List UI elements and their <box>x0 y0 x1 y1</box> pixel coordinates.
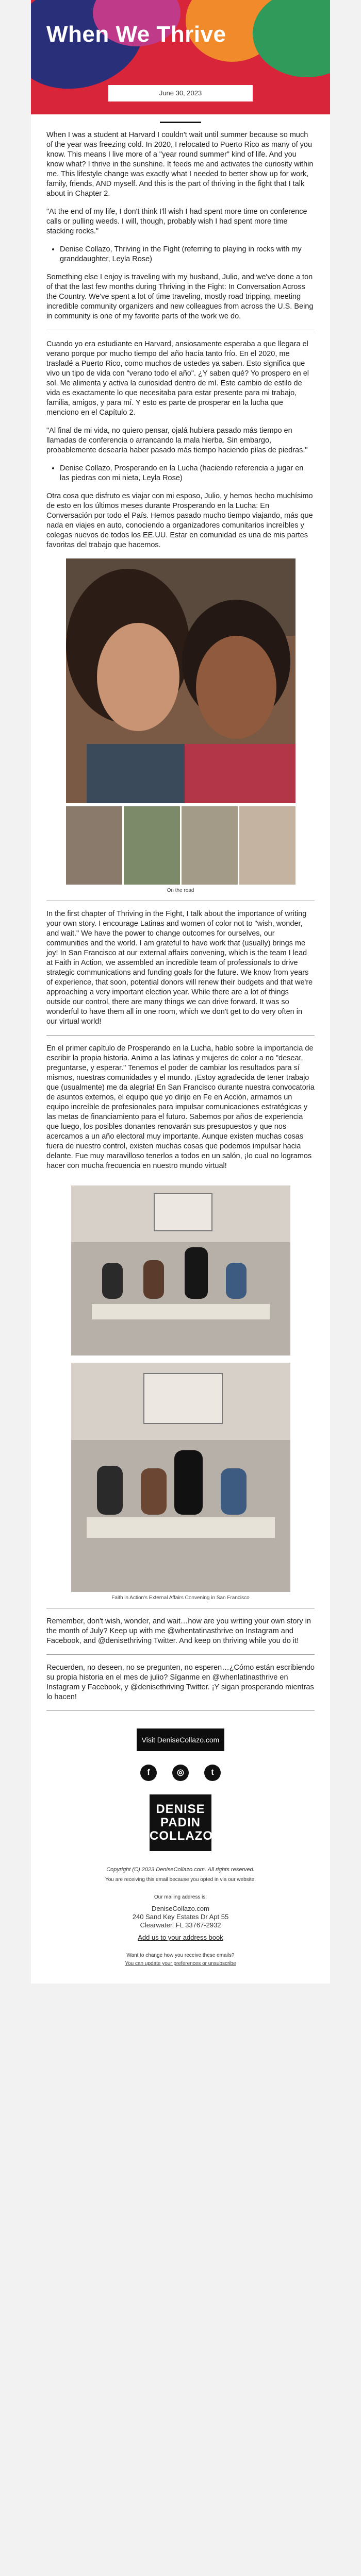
photo-caption: Faith in Action's External Affairs Convening in San Francisco <box>111 1595 250 1601</box>
quote: "Al final de mi vida, no quiero pensar, ojalá hubiera pasado más tiempo en llamadas de conferencia o arrancando la mala hierba. Sin embargo, probablemente desearía haber pasado más tiempo haciendo pilas de piedras." <box>46 427 308 454</box>
paragraph: Cuando yo era estudiante en Harvard, ansiosamente esperaba a que llegara el verano porque por mucho tiempo del año hacía tanto frío. En el 2020, me trasladé a Puerto Rico, como muchos de ustedes ya saben. Esto significa que vivo un tipo de vida con "verano todo el año". ¿Y saben qué? Yo prospero en el sol. Me alimenta y activa la curiosidad dentro de mí. Este cambio de estilo de vida es exactamente lo que necesitaba para estar presente para mi trabajo, familia, amigos, y para mí. Y esto es parte de prosperar en la lucha que menciono en el Capítulo 2. <box>46 340 309 417</box>
logo-line: PADIN <box>160 1816 201 1829</box>
quote-attribution: • Denise Collazo, Prosperando en la Lucha (haciendo referencia a jugar en las piedras con mi nieta, Leyla Rose) <box>60 464 315 483</box>
english-section-2 <box>31 909 330 1027</box>
paragraph: In the first chapter of Thriving in the Fight, I talk about the importance of writing your own story. I encourage Latinas and women of color not to "wish, wonder, and wait." We have the power to change outcomes for ourselves, our communities and the world. I am grateful to have work that (usually) brings me joy! In San Francisco at our external affairs convening, which is the team I lead at Faith in Action, we assembled an incredible team of professionals to drive strategic communications and funding goals for the future. We know from years of experience, that soon, potential donors will renew their budgets and that we're approaching a very important election year. While there are a lot of things outside our control, there are many things we can drive forward. It was so wonderful to have them all in one room, which we don't get to do very often in our virtual world! <box>46 910 313 1026</box>
social-links <box>31 1765 330 1781</box>
newsletter-title: When We Thrive <box>46 22 226 47</box>
quote: "At the end of my life, I don't think I'll wish I had spent more time on conference calls or pulling weeds. I will, though, probably wish I had spent more time stacking rocks." <box>46 208 307 235</box>
paragraph: Recuerden, no deseen, no se pregunten, no esperen…¿Cómo están escribiendo su propia historia en el mes de julio? Síganme en @whenlatinasthrive en Instagram y Facebook, y @denisethriving Twitter. ¡Y sigan prosperando mientras lo hacen! <box>46 1664 315 1701</box>
grid-photo <box>66 806 122 885</box>
divider <box>160 122 201 123</box>
instagram-icon[interactable]: ◎ <box>172 1765 189 1781</box>
newsletter <box>31 0 330 1984</box>
paragraph: En el primer capítulo de Prosperando en la Lucha, hablo sobre la importancia de escribir la propia historia. Animo a las latinas y mujeres de color a no "desear, preguntarse, y esperar." Tenemos el poder de cambiar los resultados para sí mismos, nuestras comunidades y el mundo. ¡Estoy agradecida de tener trabajo que (usualmente) me da alegría! En San Francisco durante nuestra convocatoria de asuntos externos, el equipo que yo dirijo en Fe en Acción, armamos un equipo increíble de profesionales para impulsar comunicaciones estratégicas y las metas de financiamiento para el futuro. Sabemos por años de experiencia que luego, los posibles donantes renovarán sus presupuestos y que nos acercamos a un año electoral muy importante. Aunque existen muchas cosas fuera de nuestro control, existen muchas cosas que podemos impulsar hacia delante. Fue muy maravilloso tenerlos a todos en un salón, ¡lo cual no logramos hacer con mucha frecuencia en nuestro mundo virtual! <box>46 1044 315 1170</box>
visit-website-button[interactable]: Visit DeniseCollazo.com <box>137 1728 224 1751</box>
preferences-question: Want to change how you receive these emails? <box>126 1953 235 1958</box>
newsletter-date: June 30, 2023 <box>108 85 253 101</box>
grid-photo <box>124 806 180 885</box>
english-section-1 <box>31 130 330 321</box>
add-address-book-link[interactable]: Add us to your address book <box>138 1934 223 1941</box>
address-line: 240 Sand Key Estates Dr Apt 55 <box>132 1913 229 1921</box>
meeting-photo <box>71 1185 290 1355</box>
logo-line: COLLAZO <box>150 1829 213 1843</box>
spanish-section-2 <box>31 1044 330 1171</box>
photo-caption: On the road <box>167 888 194 893</box>
selfie-photo <box>66 558 296 803</box>
grid-photo <box>239 806 296 885</box>
meeting-photo-2 <box>71 1363 290 1592</box>
address-line: DeniseCollazo.com <box>152 1905 209 1912</box>
facebook-icon[interactable]: f <box>140 1765 157 1781</box>
grid-photo <box>182 806 238 885</box>
closing-en <box>31 1617 330 1646</box>
closing-es <box>31 1663 330 1702</box>
mailing-label: Our mailing address is: <box>154 1894 207 1900</box>
paragraph: Something else I enjoy is traveling with my husband, Julio, and we've done a ton of that the last few months during Thriving in the Fight: In Conversation Across the Country. We've spent a lot of time traveling, mostly road tripping, meeting incredible community organizers and new colleagues from across the U.S. Being in community is one of my favorite parts of the work we do. <box>46 273 314 320</box>
copyright: Copyright (C) 2023 DeniseCollazo.com. All rights reserved. <box>106 1867 255 1873</box>
footer <box>31 1866 330 1984</box>
header-banner <box>31 0 330 114</box>
address-line: Clearwater, FL 33767-2932 <box>140 1921 221 1929</box>
twitter-icon[interactable]: t <box>204 1765 221 1781</box>
spanish-section-1 <box>31 340 330 550</box>
opt-in-reason: You are receiving this email because you opted in via our website. <box>105 1877 256 1883</box>
paragraph: Remember, don't wish, wonder, and wait…how are you writing your own story in the month of July? Keep up with me @whentatinasthrive on Instagram and Facebook, and @denisethriving Twitter. And keep on thriving while you do it! <box>46 1617 311 1645</box>
paragraph: Otra cosa que disfruto es viajar con mi esposo, Julio, y hemos hecho muchísimo de esto en los últimos meses durante Prosperando en la Lucha: En Conversación por todo el País. Hemos pasado mucho tiempo viajando, más que nada en viajes en auto, conociendo a organizadores comunitarios increíbles y colegas nuevos de todos los EE.UU. Estar en comunidad es una de mis partes favoritas del trabajo que hacemos. <box>46 492 313 549</box>
paragraph: When I was a student at Harvard I couldn't wait until summer because so much of the year was freezing cold. In 2020, I relocated to Puerto Rico as many of you know. This means I live more of a "year round summer" kind of life. And you know what? I thrive in the sunshine. It feeds me and activates the curiosity within me. This lifestyle change was exactly what I needed to better show up for work, family, friends, AND myself. And this is the part of thriving in the fight that I talk about in Chapter 2. <box>46 131 314 198</box>
brand-logo <box>150 1794 211 1851</box>
photo-grid <box>66 806 296 885</box>
logo-line: DENISE <box>156 1802 205 1816</box>
preferences-link[interactable]: You can update your preferences or unsubscribe <box>125 1961 236 1967</box>
decor-shape <box>253 0 330 77</box>
quote-attribution: • Denise Collazo, Thriving in the Fight (referring to playing in rocks with my granddaughter, Leyla Rose) <box>60 245 315 264</box>
